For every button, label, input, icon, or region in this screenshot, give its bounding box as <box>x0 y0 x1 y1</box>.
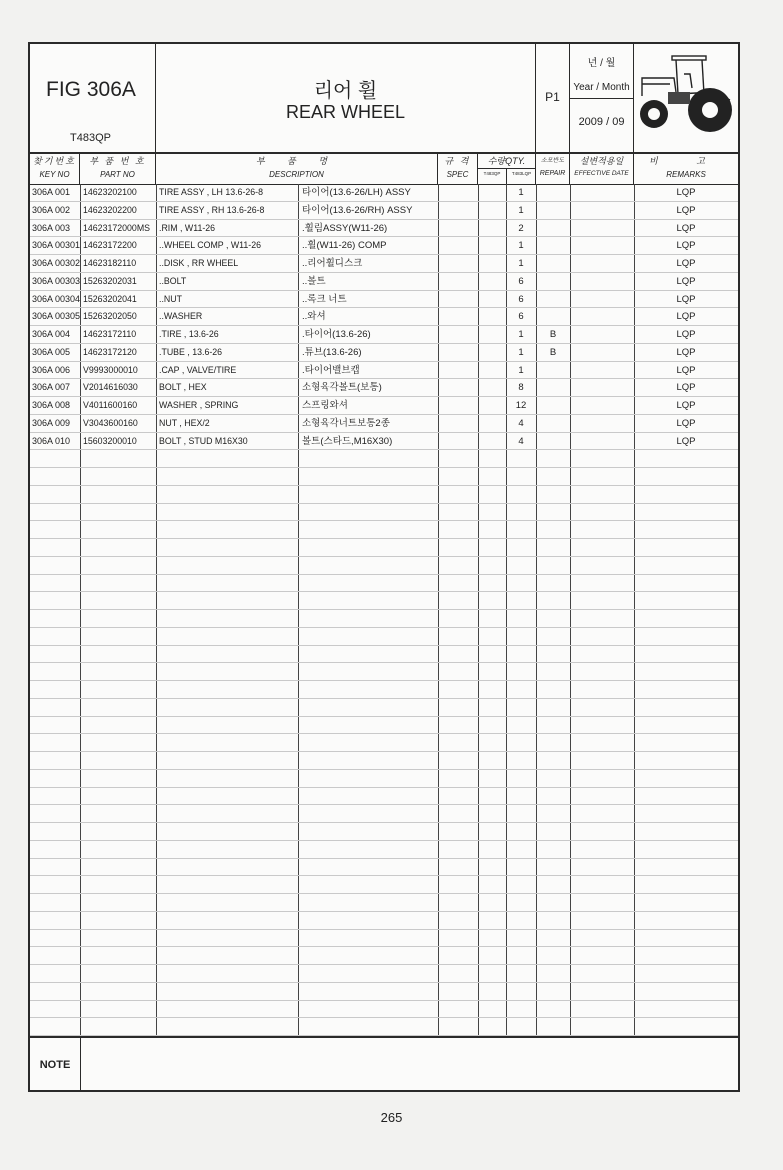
part-no-cell: 14623202200 <box>83 204 137 215</box>
key-no-cell: 306A 006 <box>32 364 71 375</box>
description-en-cell: NUT , HEX/2 <box>159 417 210 428</box>
key-no-cell: 306A 008 <box>32 400 71 410</box>
repair-cell: B <box>549 346 557 358</box>
empty-table-row <box>30 965 738 983</box>
title-english: REAR WHEEL <box>285 102 406 122</box>
qty-t483lqp-cell: 1 <box>518 364 524 376</box>
key-no-cell: 306A 010 <box>32 435 71 446</box>
column-header-row <box>30 152 738 185</box>
qty-t483lqp-cell: 1 <box>518 258 524 269</box>
qty-t483lqp-cell: 1 <box>518 329 524 340</box>
title-cell <box>156 44 536 152</box>
qty-t483lqp-cell: 6 <box>518 275 524 287</box>
part-no-cell: V2014616030 <box>83 382 138 393</box>
table-row <box>30 415 738 433</box>
page-number: 265 <box>380 1110 403 1125</box>
empty-table-row <box>30 788 738 806</box>
key-no-cell: 306A 007 <box>32 382 71 393</box>
col-effective-date: 설변적용일 EFFECTIVE DATE <box>570 152 634 184</box>
part-no-cell: 14623172000MS <box>83 222 151 233</box>
empty-table-row <box>30 663 738 681</box>
description-en-cell: ..WASHER <box>159 311 203 322</box>
col-key-no: 찾기번호 KEY NO <box>30 152 80 184</box>
remarks-cell: LQP <box>676 293 696 305</box>
qty-t483lqp-cell: 4 <box>518 417 524 429</box>
description-kr-cell: ..휠(W11-26) COMP <box>302 240 387 252</box>
col-qty: 수량QTY. T483QP T483LQP <box>478 152 536 184</box>
empty-table-row <box>30 468 738 486</box>
sheet-header <box>30 44 738 154</box>
empty-table-row <box>30 859 738 877</box>
remarks-cell: LQP <box>676 311 696 323</box>
col-description: 부 품 명 DESCRIPTION <box>156 152 438 184</box>
empty-table-row <box>30 646 738 664</box>
remarks-cell: LQP <box>676 417 696 429</box>
empty-table-row <box>30 699 738 717</box>
description-en-cell: WASHER , SPRING <box>159 400 239 410</box>
qty-sub-t483qp: T483QP <box>483 171 501 176</box>
part-no-cell: 15263202050 <box>83 311 137 322</box>
description-kr-cell: 스프링와셔 <box>302 400 348 411</box>
year-month-value: 2009 / 09 <box>578 116 625 128</box>
note-label: NOTE <box>30 1038 81 1092</box>
description-kr-cell: 볼트(스타드,M16X30) <box>302 435 393 447</box>
key-no-cell: 306A 00303 <box>32 275 80 286</box>
remarks-cell: LQP <box>676 275 696 287</box>
remarks-cell: LQP <box>676 382 696 394</box>
description-kr-cell: 소형육각볼트(보통) <box>302 382 382 394</box>
qty-t483lqp-cell: 8 <box>518 382 524 394</box>
qty-t483lqp-cell: 6 <box>518 311 524 323</box>
description-kr-cell: .튜브(13.6-26) <box>302 346 362 358</box>
table-row <box>30 344 738 362</box>
table-row <box>30 433 738 451</box>
description-en-cell: BOLT , HEX <box>159 382 207 393</box>
part-no-cell: 15263202041 <box>83 293 137 304</box>
qty-t483lqp-cell: 1 <box>518 204 524 216</box>
empty-table-row <box>30 504 738 522</box>
remarks-cell: LQP <box>676 346 696 358</box>
page-id: P1 <box>545 90 560 104</box>
key-no-cell: 306A 00304 <box>32 293 80 304</box>
page-id-cell <box>536 44 570 152</box>
remarks-cell: LQP <box>676 187 696 198</box>
empty-table-row <box>30 876 738 894</box>
key-no-cell: 306A 002 <box>32 204 71 215</box>
empty-table-row <box>30 681 738 699</box>
table-row <box>30 397 738 415</box>
key-no-cell: 306A 00301 <box>32 240 80 251</box>
key-no-cell: 306A 004 <box>32 329 71 339</box>
remarks-cell: LQP <box>676 222 696 234</box>
empty-table-row <box>30 592 738 610</box>
empty-table-row <box>30 521 738 539</box>
empty-table-row <box>30 912 738 930</box>
description-en-cell: TIRE ASSY , LH 13.6-26-8 <box>159 187 263 197</box>
col-spec: 규 격 SPEC <box>438 152 478 184</box>
part-no-cell: V4011600160 <box>83 400 138 410</box>
table-row <box>30 291 738 309</box>
tractor-icon <box>634 44 738 152</box>
model-code: T483QP <box>70 132 111 144</box>
description-en-cell: .RIM , W11-26 <box>159 222 216 233</box>
part-no-cell: 14623182110 <box>83 258 137 268</box>
col-part-no: 부 품 번 호 PART NO <box>80 152 156 184</box>
table-row <box>30 379 738 397</box>
part-no-cell: 15603200010 <box>83 435 137 446</box>
table-row <box>30 255 738 273</box>
empty-table-row <box>30 450 738 468</box>
description-en-cell: .TUBE , 13.6-26 <box>159 346 223 357</box>
description-kr-cell: 소형육각너트보통2종 <box>302 417 390 429</box>
empty-table-row <box>30 894 738 912</box>
empty-table-row <box>30 823 738 841</box>
empty-table-row <box>30 752 738 770</box>
empty-table-row <box>30 1001 738 1019</box>
key-no-cell: 306A 00305 <box>32 311 80 322</box>
description-en-cell: .CAP , VALVE/TIRE <box>159 364 237 375</box>
title-korean: 리어 휠 <box>313 80 378 102</box>
col-remarks: 비 고 REMARKS <box>649 156 723 179</box>
qty-t483lqp-cell: 1 <box>518 187 524 198</box>
table-row <box>30 220 738 238</box>
empty-table-row <box>30 486 738 504</box>
key-no-cell: 306A 003 <box>32 222 71 233</box>
note-section <box>30 1036 738 1092</box>
description-kr-cell: ..리어휠디스크 <box>302 258 363 269</box>
qty-t483lqp-cell: 2 <box>518 222 524 234</box>
qty-t483lqp-cell: 1 <box>518 346 524 358</box>
key-no-cell: 306A 005 <box>32 346 71 357</box>
description-en-cell: ..WHEEL COMP , W11-26 <box>159 240 262 251</box>
description-kr-cell: 타이어(13.6-26/RH) ASSY <box>302 204 413 216</box>
description-en-cell: ..DISK , RR WHEEL <box>159 258 239 268</box>
remarks-cell: LQP <box>676 204 696 216</box>
description-kr-cell: .타이어(13.6-26) <box>302 329 371 340</box>
table-row <box>30 362 738 380</box>
empty-table-row <box>30 734 738 752</box>
table-row <box>30 184 738 202</box>
description-en-cell: TIRE ASSY , RH 13.6-26-8 <box>159 204 265 215</box>
empty-table-row <box>30 610 738 628</box>
key-no-cell: 306A 009 <box>32 417 71 428</box>
remarks-cell: LQP <box>676 258 696 269</box>
parts-sheet <box>28 42 740 1092</box>
empty-table-row <box>30 557 738 575</box>
key-no-cell: 306A 00302 <box>32 258 80 268</box>
description-en-cell: .TIRE , 13.6-26 <box>159 329 219 339</box>
empty-table-row <box>30 947 738 965</box>
fig-number: FIG 306A <box>46 78 136 101</box>
empty-table-row <box>30 770 738 788</box>
year-month-cell <box>570 44 634 152</box>
empty-table-row <box>30 841 738 859</box>
qty-sub-t483lqp: T483LQP <box>511 171 532 176</box>
part-no-cell: 14623202100 <box>83 187 137 197</box>
table-row <box>30 326 738 344</box>
empty-table-row <box>30 628 738 646</box>
part-no-cell: 14623172200 <box>83 240 137 251</box>
repair-cell: B <box>549 329 557 340</box>
part-no-cell: 14623172120 <box>83 346 137 357</box>
empty-table-row <box>30 539 738 557</box>
qty-t483lqp-cell: 1 <box>518 240 524 252</box>
description-kr-cell: 타이어(13.6-26/LH) ASSY <box>302 187 411 198</box>
description-kr-cell: ..볼트 <box>302 275 326 287</box>
empty-table-row <box>30 805 738 823</box>
part-no-cell: V3043600160 <box>83 417 138 428</box>
empty-table-row <box>30 717 738 735</box>
description-en-cell: BOLT , STUD M16X30 <box>159 435 248 446</box>
part-no-cell: 14623172110 <box>83 329 137 339</box>
remarks-cell: LQP <box>676 329 696 340</box>
description-kr-cell: ..와셔 <box>302 311 326 323</box>
tractor-illustration-cell <box>634 44 738 152</box>
table-row <box>30 202 738 220</box>
col-repair: 소모반도 REPAIR <box>536 152 570 184</box>
description-en-cell: ..BOLT <box>159 275 187 286</box>
remarks-cell: LQP <box>676 364 696 376</box>
qty-t483lqp-cell: 12 <box>515 400 527 411</box>
parts-table-body <box>30 184 738 1036</box>
key-no-cell: 306A 001 <box>32 187 71 197</box>
qty-t483lqp-cell: 6 <box>518 293 524 305</box>
fig-cell <box>30 44 156 152</box>
table-row <box>30 237 738 255</box>
description-kr-cell: ..록크 너트 <box>302 293 347 305</box>
table-row <box>30 273 738 291</box>
empty-table-row <box>30 575 738 593</box>
description-kr-cell: .타이어밸브캡 <box>302 364 360 376</box>
part-no-cell: 15263202031 <box>83 275 137 286</box>
year-month-label-en: Year / Month <box>573 82 630 93</box>
table-row <box>30 308 738 326</box>
part-no-cell: V9993000010 <box>83 364 138 375</box>
qty-t483lqp-cell: 4 <box>518 435 524 447</box>
remarks-cell: LQP <box>676 240 696 252</box>
empty-table-row <box>30 983 738 1001</box>
description-kr-cell: .휠림ASSY(W11-26) <box>302 222 388 234</box>
description-en-cell: ..NUT <box>159 293 182 304</box>
year-month-label-kr: 년 / 월 <box>587 58 616 69</box>
empty-table-row <box>30 930 738 948</box>
remarks-cell: LQP <box>676 435 696 447</box>
remarks-cell: LQP <box>676 400 696 411</box>
empty-table-row <box>30 1018 738 1036</box>
